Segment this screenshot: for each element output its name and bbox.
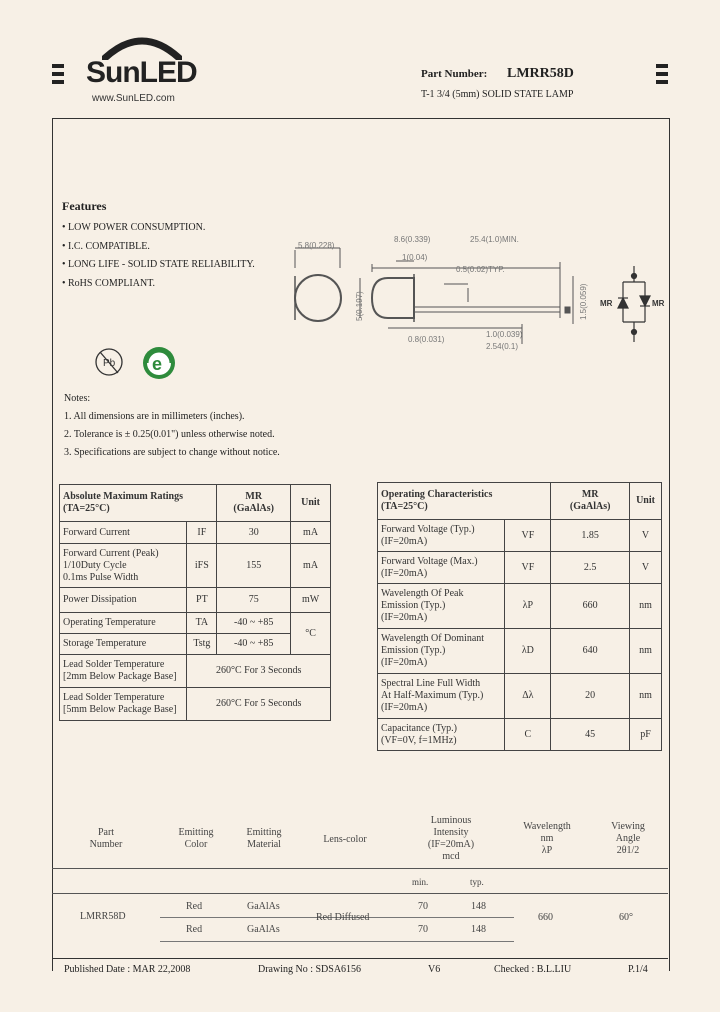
features-title: Features bbox=[62, 199, 107, 213]
dim-label: 5.8(0.228) bbox=[298, 241, 335, 250]
hdr-color: Emitting Color bbox=[178, 827, 214, 850]
brand-url[interactable]: www.SunLED.com bbox=[92, 93, 175, 104]
abs-max-table bbox=[59, 484, 331, 721]
circuit-label: MR bbox=[652, 299, 665, 308]
hdr-min: min. bbox=[412, 877, 429, 887]
row-part: LMRR58D bbox=[80, 911, 126, 922]
note-item: 3. Specifications are subject to change without notice. bbox=[64, 447, 280, 458]
rohs-eco-icon bbox=[140, 344, 178, 382]
feature-item: • LONG LIFE - SOLID STATE RELIABILITY. bbox=[62, 259, 255, 270]
circuit-label: MR bbox=[600, 299, 613, 308]
row-material: GaAlAs bbox=[247, 924, 280, 935]
row-angle: 60° bbox=[619, 912, 633, 923]
table-row: Storage Temperature Tstg -40 ~ +85 bbox=[60, 634, 331, 655]
dim-label: 1.5(0.059) bbox=[579, 283, 588, 320]
table-row: Wavelength Of Dominant Emission (Typ.) (IF=20mA) λD 640 nm bbox=[378, 629, 662, 674]
part-number: LMRR58D bbox=[507, 66, 574, 81]
version: V6 bbox=[428, 964, 441, 975]
features-list bbox=[62, 219, 255, 293]
hdr-viewing-angle: Viewing Angle 2θ1/2 bbox=[611, 821, 645, 856]
part-number-label: Part Number: bbox=[421, 68, 488, 80]
dim-label: 2.54(0.1) bbox=[486, 342, 519, 351]
table-row: Forward Current IF 30 mA bbox=[60, 522, 331, 544]
table-row: Wavelength Of Peak Emission (Typ.) (IF=20mA) λP 660 nm bbox=[378, 584, 662, 629]
table-row: Power Dissipation PT 75 mW bbox=[60, 588, 331, 613]
dim-label: 1.0(0.039) bbox=[486, 330, 523, 339]
row-min: 70 bbox=[418, 924, 428, 935]
brand-logo: SunLED bbox=[86, 56, 197, 89]
note-item: 2. Tolerance is ± 0.25(0.01") unless otherwise noted. bbox=[64, 429, 275, 440]
row-typ: 148 bbox=[471, 924, 486, 935]
row-color: Red bbox=[186, 901, 203, 912]
row-material: GaAlAs bbox=[247, 901, 280, 912]
feature-item: • RoHS COMPLIANT. bbox=[62, 277, 156, 289]
op-char-title: Operating Characteristics bbox=[381, 489, 493, 500]
dim-label: 0.8(0.031) bbox=[408, 335, 445, 344]
drawing-number: Drawing No : SDSA6156 bbox=[258, 964, 362, 975]
table-row: Lead Solder Temperature [2mm Below Package Base] 260°C For 3 Seconds bbox=[60, 655, 331, 688]
dim-label: 5(0.197) bbox=[355, 291, 364, 321]
row-wavelength: 660 bbox=[538, 912, 553, 923]
dim-label: 8.6(0.339) bbox=[394, 235, 431, 244]
feature-item: • LOW POWER CONSUMPTION. bbox=[62, 222, 206, 233]
notes-title: Notes: bbox=[64, 393, 91, 404]
diode-circuit-symbol bbox=[598, 266, 668, 346]
dim-label: 25.4(1.0)MIN. bbox=[470, 235, 519, 244]
hdr-material: Emitting Material bbox=[246, 827, 282, 850]
table-row: Forward Current (Peak) 1/10Duty Cycle 0.1ms Pulse Width iFS 155 mA bbox=[60, 544, 331, 588]
feature-item: • I.C. COMPATIBLE. bbox=[62, 240, 150, 252]
row-min: 70 bbox=[418, 901, 428, 912]
checked-by: Checked : B.L.LIU bbox=[494, 964, 572, 975]
pb-free-icon bbox=[94, 346, 124, 378]
hdr-lens: Lens-color bbox=[323, 834, 367, 845]
table-row: Capacitance (Typ.) (VF=0V, f=1MHz) C 45 pF bbox=[378, 719, 662, 751]
col-mr: MR bbox=[581, 489, 599, 500]
table-row: Spectral Line Full Width At Half-Maximum (Typ.) (IF=20mA) Δλ 20 nm bbox=[378, 674, 662, 719]
row-color: Red bbox=[186, 924, 203, 935]
hdr-typ: typ. bbox=[470, 877, 484, 887]
rohs-label: e bbox=[152, 354, 163, 374]
dim-label: 1(0.04) bbox=[402, 253, 428, 262]
table-row: Forward Voltage (Typ.) (IF=20mA) VF 1.85 V bbox=[378, 520, 662, 552]
table-row: Lead Solder Temperature [5mm Below Package Base] 260°C For 5 Seconds bbox=[60, 688, 331, 721]
op-char-cond: (TA=25°C) bbox=[381, 501, 428, 512]
footer-divider bbox=[52, 958, 668, 959]
operating-characteristics-table bbox=[377, 482, 662, 751]
notes bbox=[64, 390, 280, 462]
col-unit: Unit bbox=[630, 483, 662, 520]
published-date: Published Date : MAR 22,2008 bbox=[64, 964, 191, 975]
row-typ: 148 bbox=[471, 901, 486, 912]
note-item: 1. All dimensions are in millimeters (inches). bbox=[64, 411, 245, 422]
hdr-part: Part Number bbox=[89, 827, 123, 850]
table-row: Forward Voltage (Max.) (IF=20mA) VF 2.5 V bbox=[378, 552, 662, 584]
dim-label: 0.5(0.02)TYP. bbox=[456, 265, 505, 274]
abs-max-title: Absolute Maximum Ratings bbox=[63, 491, 184, 502]
col-material: (GaAlAs) bbox=[569, 501, 611, 512]
col-mr: MR bbox=[245, 491, 263, 502]
part-description: T-1 3/4 (5mm) SOLID STATE LAMP bbox=[421, 89, 574, 100]
abs-max-cond: (TA=25°C) bbox=[63, 503, 110, 514]
hdr-luminous: Luminous Intensity (IF=20mA) mcd bbox=[427, 815, 475, 862]
pb-label: Pb bbox=[103, 358, 116, 369]
page-number: P.1/4 bbox=[628, 964, 648, 975]
package-dimension-drawing bbox=[290, 228, 610, 358]
table-row: Operating Temperature TA -40 ~ +85 °C bbox=[60, 613, 331, 634]
col-unit: Unit bbox=[291, 485, 331, 522]
row-lens: Red Diffused bbox=[316, 912, 370, 923]
col-material: (GaAlAs) bbox=[233, 503, 274, 514]
hdr-wavelength: Wavelength nm λP bbox=[523, 821, 571, 856]
